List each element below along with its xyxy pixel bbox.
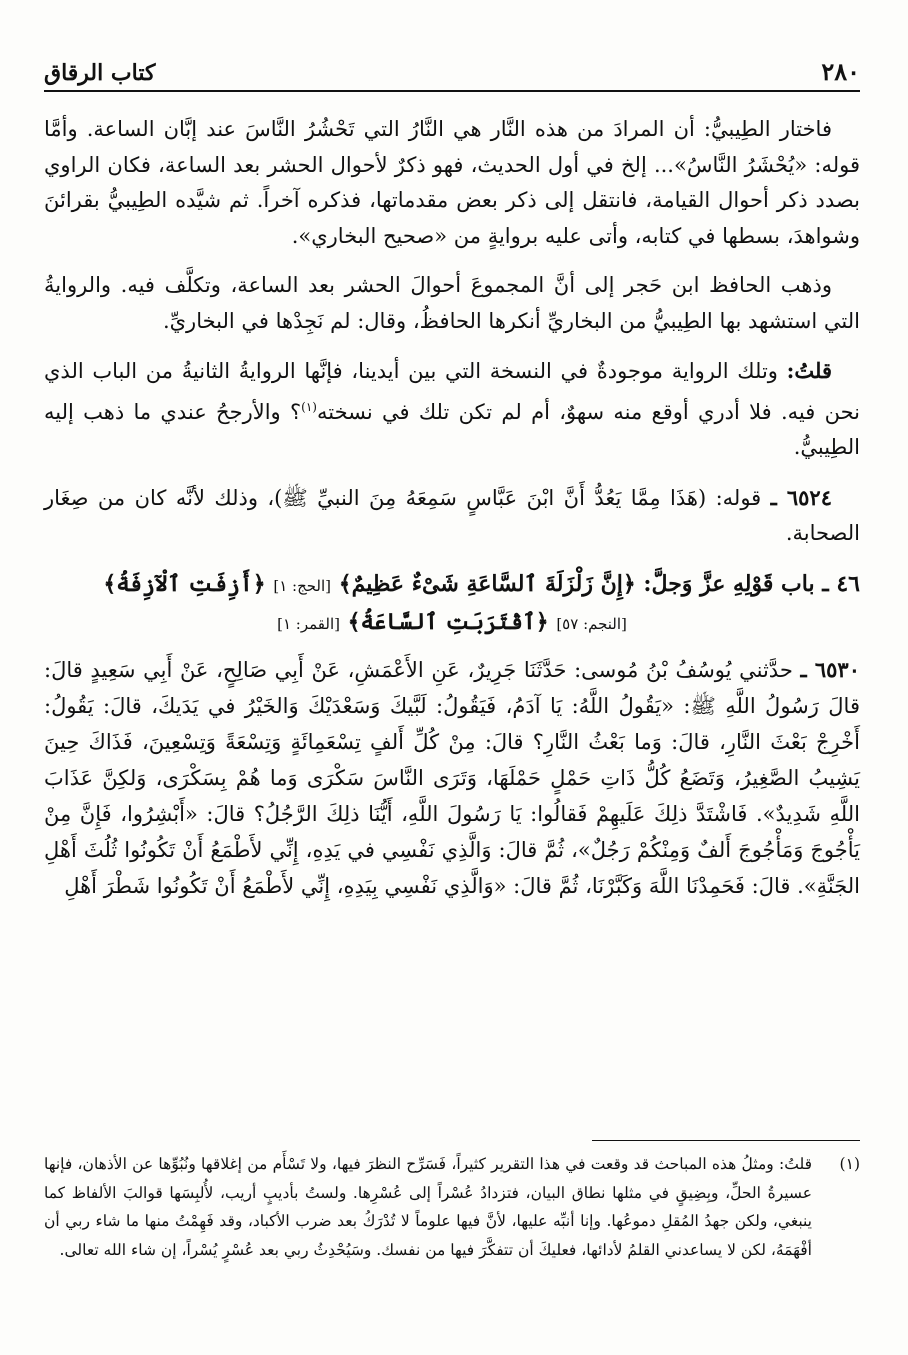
footnote-ref[interactable]: (١) — [301, 399, 317, 414]
paragraph-3-text-a: وتلك الرواية موجودةٌ في النسخة التي بين أيدينا، فإنَّها الروايةُ الثانيةُ من الباب الذي نحن فيه. فلا أدري أوقع منه سهوٌ، أم لم تكن تلك في نسخته — [44, 359, 860, 424]
main-text — [44, 112, 860, 918]
running-title: كتاب الرقاق — [44, 60, 156, 86]
footnote-divider — [592, 1140, 860, 1141]
footnote-1 — [44, 1150, 860, 1264]
footnotes — [44, 1150, 860, 1264]
chapter-ref-2: [النجم: ٥٧] — [556, 614, 627, 633]
hadith-paragraph — [44, 652, 860, 904]
page-header — [44, 52, 860, 92]
chapter-ref-1: [الحج: ١] — [273, 576, 332, 595]
chapter-ref-3: [القمر: ١] — [277, 614, 340, 633]
chapter-title: ٤٦ ـ باب قَوْلِهِ عزَّ وَجلَّ: — [643, 570, 860, 597]
chapter-heading — [44, 566, 860, 642]
paragraph-1: فاختار الطِيبيُّ: أن المرادَ من هذه النَّار هي النَّارُ التي تَحْشُرُ النَّاسَ عند إبَّان الساعة. وأمَّا قوله: «يُحْشَرُ النَّاسُ»... إلخ في أول الحديث، فهو ذكرٌ لأحوال الحشر بعد الساعة، فكان الراوي بصدد ذكر أحوال القيامة، فانتقل إلى ذكر بعض مقدماتها، فذكره آخراً. ثم شيَّده الطِيبيُّ بقرائنَ وشواهدَ، بسطها في كتابه، وأتى عليه بروايةٍ من «صحيح البخاري». — [44, 117, 860, 248]
hadith-text: حدَّثني يُوسُفُ بْنُ مُوسى: حَدَّثَنَا جَرِيرٌ، عَنِ الأَعْمَشِ، عَنْ أَبِي صَالِحٍ، عَنْ أَبِي سَعِيدٍ قالَ: قالَ رَسُولُ اللَّهِ ﷺ: «يَقُولُ اللَّهُ: يَا آدَمُ، فَيَقُولُ: لَبَّيكَ وَسَعْدَيْكَ وَالخَيْرُ في يَدَيكَ، قالَ: يَقُولُ: أَخْرِجْ بَعْثَ النَّارِ، قالَ: وَما بَعْثُ النَّارِ؟ قالَ: مِنْ كُلِّ أَلفٍ تِسْعَمِائَةٍ وَتِسْعَةً وَتِسْعِينَ، فَذَاكَ حِينَ يَشِيبُ الصَّغِيرُ، وَتَضَعُ كُلُّ ذَاتِ حَمْلٍ حَمْلَهَا، وَتَرَى النَّاسَ سَكْرَى وَما هُمْ بِسَكْرَى، وَلكِنَّ عَذَابَ اللَّهِ شَدِيدٌ». فَاشْتَدَّ ذلِكَ عَلَيهِمْ فَقالُوا: يَا رَسُولَ اللَّهِ، أَيُّنَا ذلِكَ الرَّجُلُ؟ قالَ: «أَبْشِرُوا، فَإِنَّ مِنْ يَأْجُوجَ وَمَأْجُوجَ أَلفٌ وَمِنْكُمْ رَجُلٌ»، ثُمَّ قالَ: وَالَّذِي نَفْسِي في يَدِهِ، إِنِّي لأَطْمَعُ أَنْ تَكُونُوا ثُلُثَ أَهْلِ الجَنَّةِ». قالَ: فَحَمِدْنَا اللَّهَ وَكَبَّرْنَا، ثُمَّ قالَ: «وَالَّذِي نَفْسِي بِيَدِهِ، إِنِّي لأَطْمَعُ أَنْ تَكُونُوا شَطْرَ أَهْلِ — [44, 657, 860, 898]
footnote-text: قلتُ: ومثلُ هذه المباحث قد وقعت في هذا التقرير كثيراً، فَسَرِّح النظرَ فيها، ولا تَسْأَم من إغلاقها ونُبُوِّها عن الأذهان، فإنها عسيرةُ الحلِّ، وبِضِيقٍ في مثلها نطاق البيان، فتزدادُ عُسْراً إلى عُسْرِها. ولستُ بأديبٍ أريب، لأُلبِسَها قوالبَ الألفاظ كما ينبغي، ولكن جهدُ المُقلِ دموعُها. وإنا أنبِّه عليها، لأنَّ فيها علوماً لا تُدْرَكُ بعد ضرب الأكباد، وقد فَهِمْتُ منها ما شاء ربي أن أفْهَمَهُ، لكن لا يساعدني القلمُ لأدائها، فعليكَ أن تتفكَّرَ فيها من نفسك. وسَيُحْدِثُ ربي بعد عُسْرٍ يُسْراً، إن شاء الله تعالى. — [44, 1155, 812, 1259]
paragraph-3-lead: قلتُ: — [786, 358, 832, 383]
paragraph-4 — [44, 480, 860, 552]
paragraph-4-number: ٦٥٢٤ ـ — [770, 484, 832, 510]
hadith-number: ٦٥٣٠ ـ — [800, 656, 860, 682]
page-number: ٢٨٠ — [821, 57, 860, 86]
chapter-verse-2: ﴿أَزِفَتِ ٱلْآزِفَةُ﴾ — [103, 570, 274, 597]
paragraph-2: وذهب الحافظ ابن حَجر إلى أنَّ المجموعَ أحوالَ الحشر بعد الساعة، وتكلَّف فيه. والروايةُ التي استشهد بها الطِيبيُّ من البخاريِّ أنكرها الحافظُ، وقال: لم نَجِدْها في البخاريِّ. — [44, 273, 860, 333]
paragraph-3 — [44, 353, 860, 466]
paragraph-4-text: قوله: (هَذَا مِمَّا يَعُدُّ أَنَّ ابْنَ عَبَّاسٍ سَمِعَهُ مِنَ النبيِّ ﷺ)، وذلك لأنَّه كان من صِغَار الصحابة. — [44, 485, 860, 545]
chapter-verse-1: ﴿إِنَّ زَلْزَلَةَ ٱلسَّاعَةِ شَىْءٌ عَظِيمٌ﴾ — [331, 570, 644, 597]
paragraph-3-text-b: ؟ والأرجحُ عندي ما ذهب إليه الطِيبيُّ. — [44, 399, 860, 459]
chapter-verse-3: ﴿ٱقْتَرَبَتِ ٱلسَّاعَةُ﴾ — [339, 608, 557, 635]
chapter-line-2 — [44, 604, 860, 642]
footnote-marker: (١) — [839, 1155, 860, 1173]
